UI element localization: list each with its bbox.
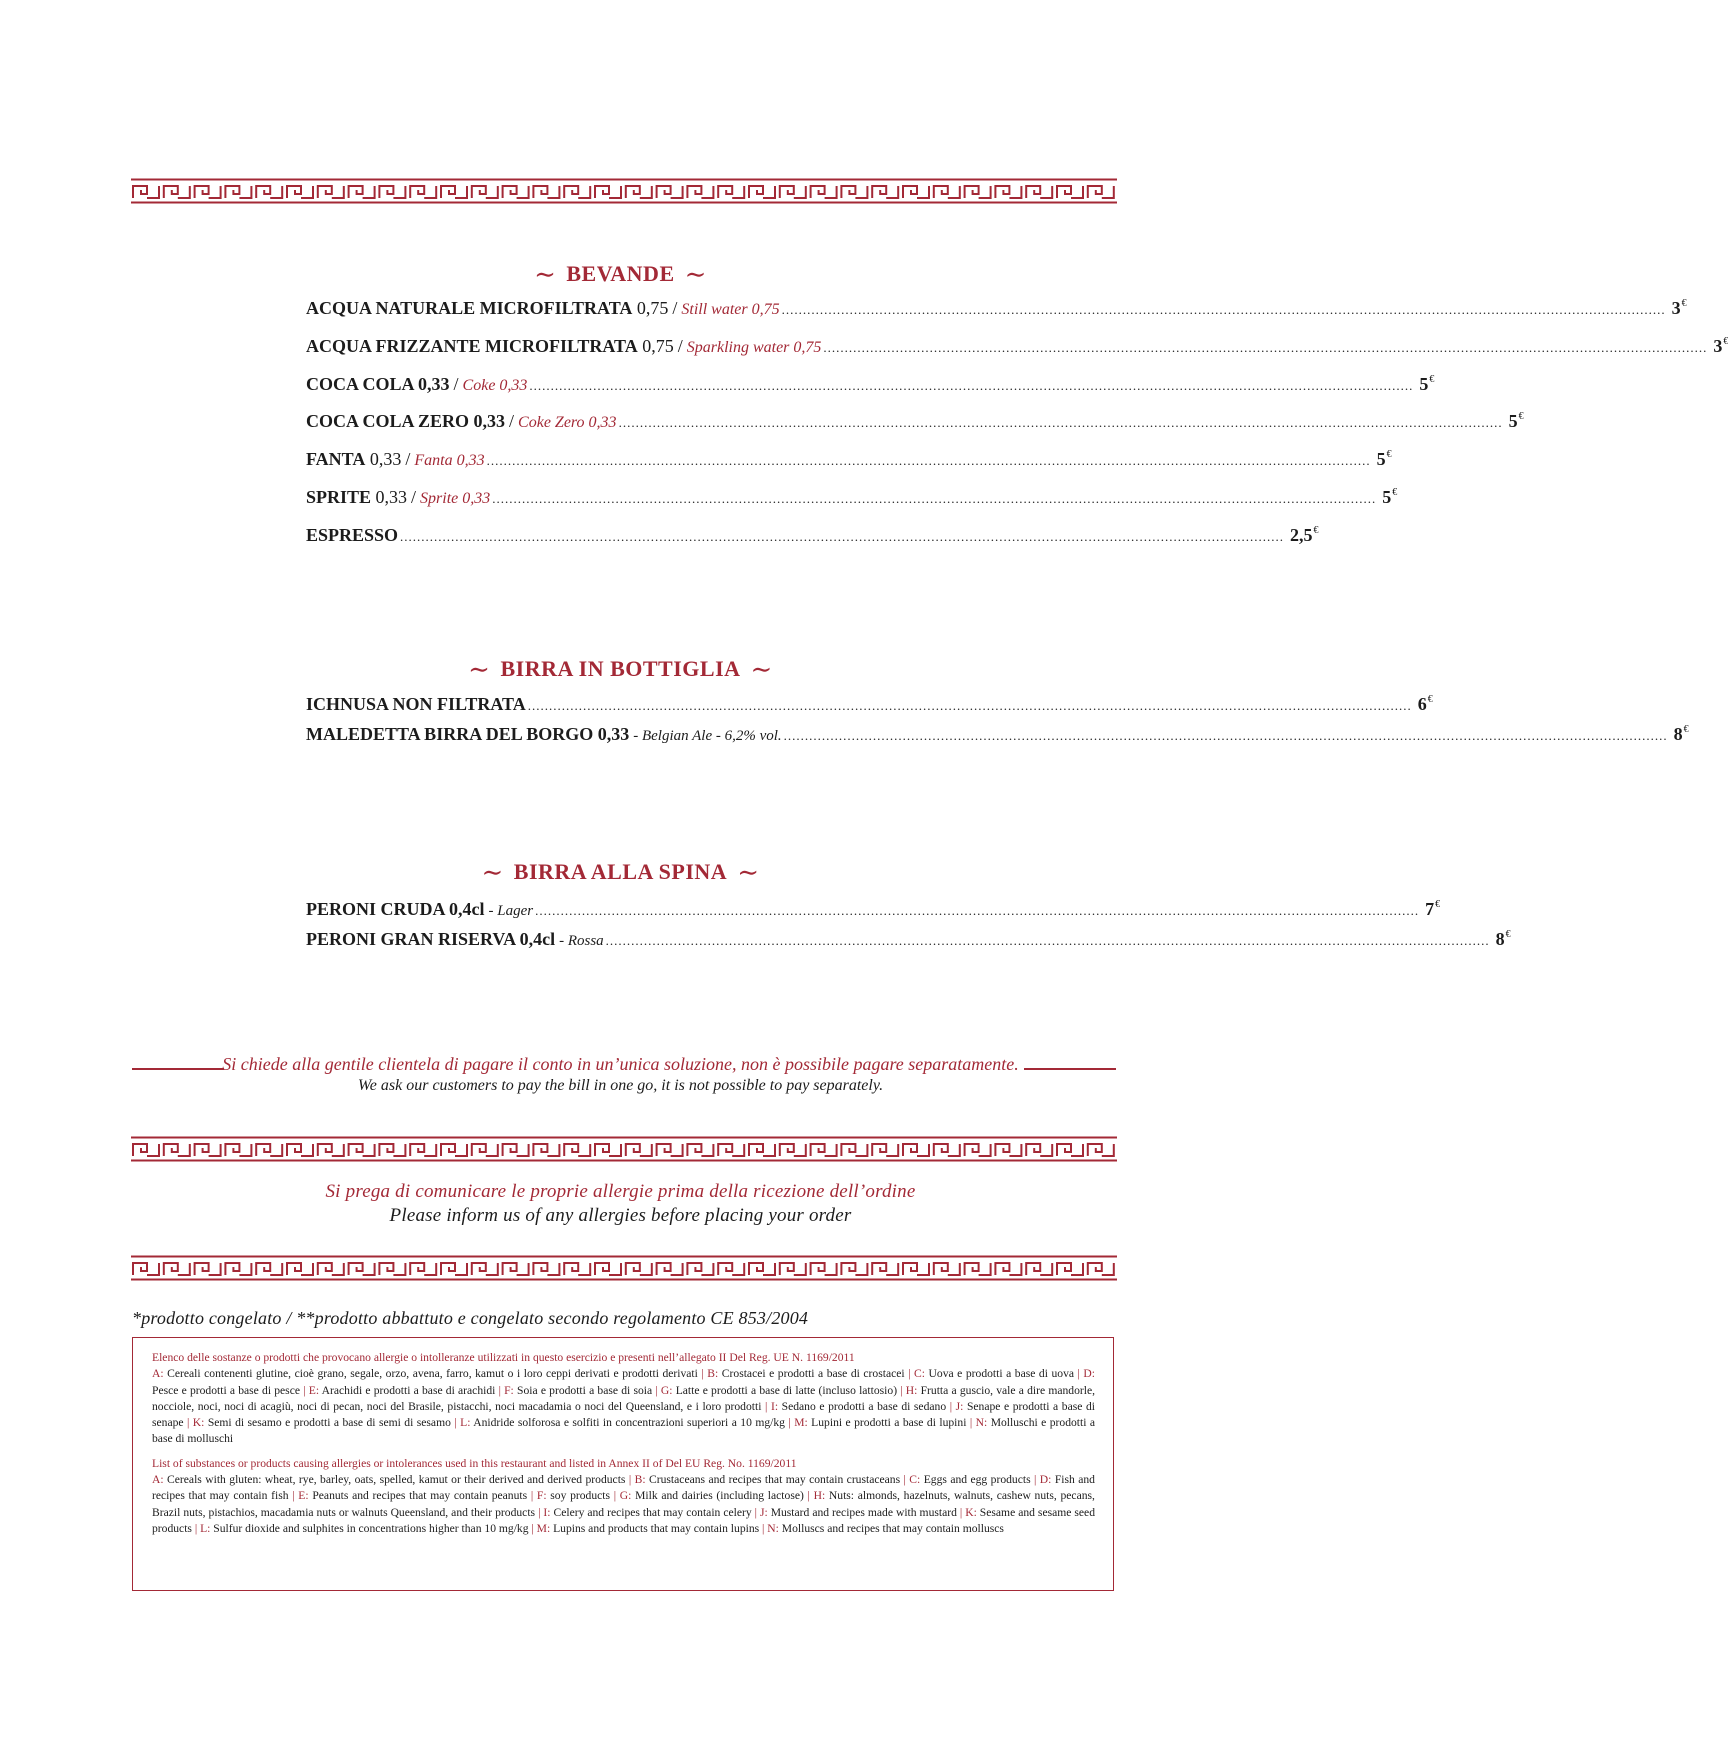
item-name: ACQUA NATURALE MICROFILTRATA 0,75 (306, 298, 669, 318)
allergen-letter: L: (200, 1521, 211, 1535)
allergen-text: Molluscs and recipes that may contain molluscs (781, 1521, 1004, 1535)
allergen-letter: F: (536, 1489, 547, 1503)
allergen-text: Semi di sesamo e prodotti a base di semi di sesamo (207, 1416, 451, 1430)
item-note: - Lager (488, 903, 534, 919)
allergen-text: Uova e prodotti a base di uova (928, 1367, 1075, 1381)
allergen-text: Cereali contenenti glutine, cioè grano, segale, orzo, avena, farro, kamut o i loro ceppi derivati e prodotti derivati (167, 1367, 698, 1381)
item-price: 3€ (1713, 336, 1728, 356)
wave-ornament-icon: ∼ (468, 655, 491, 684)
dot-leader: ................................................................................................................................................................................................................ (486, 453, 1371, 468)
allergen-letter: L: (460, 1416, 471, 1430)
separator-bar: | (535, 1505, 544, 1519)
separator-bar: | (803, 1489, 814, 1503)
allergen-heading-it: Elenco delle sostanze o prodotti che provocano allergie o intolleranze utilizzati in questo esercizio e presenti nell’allegato II Del Reg. UE N. 1169/2011 (152, 1351, 855, 1364)
allergen-text: Soia e prodotti a base di soia (517, 1383, 653, 1397)
separator-bar: | (966, 1416, 976, 1430)
currency-symbol: € (1427, 694, 1433, 705)
allergen-letter: E: (298, 1489, 309, 1503)
allergen-letter: N: (975, 1416, 988, 1430)
item-note: - Rossa (559, 933, 604, 949)
item-price: 3€ (1671, 298, 1687, 318)
allergen-text: Celery and recipes that may contain celery (553, 1505, 752, 1519)
allergen-text: Eggs and egg products (923, 1473, 1031, 1487)
separator-bar: | (495, 1383, 505, 1397)
separator-bar: | (784, 1416, 795, 1430)
allergen-letter: M: (794, 1416, 808, 1430)
allergen-letter: H: (813, 1489, 826, 1503)
item-separator: / (453, 374, 459, 394)
separator-bar: | (300, 1383, 309, 1397)
item-price: 6€ (1417, 694, 1433, 714)
separator-bar: | (1074, 1367, 1084, 1381)
menu-item (306, 724, 1689, 750)
separator-bar: | (956, 1505, 966, 1519)
dot-leader: ................................................................................................................................................................................................................ (781, 302, 1666, 317)
allergen-text: soy products (550, 1489, 611, 1503)
menu-item (306, 694, 1433, 720)
greek-key-border-middle (131, 1136, 1117, 1162)
allergen-letter: A: (152, 1367, 164, 1381)
currency-symbol: € (1386, 449, 1392, 460)
separator-bar: | (625, 1473, 635, 1487)
wave-ornament-icon: ∼ (750, 655, 773, 684)
item-name: MALEDETTA BIRRA DEL BORGO 0,33 (306, 724, 630, 744)
item-name: ACQUA FRIZZANTE MICROFILTRATA 0,75 (306, 336, 674, 356)
allergen-letter: C: (914, 1367, 925, 1381)
allergen-text: Pesce e prodotti a base di pesce (152, 1383, 300, 1397)
frozen-product-note: *prodotto congelato / **prodotto abbattuto e congelato secondo regolamento CE 853/2004 (132, 1308, 809, 1328)
dot-leader: ................................................................................................................................................................................................................ (823, 340, 1708, 355)
item-price: 8€ (1495, 929, 1511, 949)
wave-ornament-icon: ∼ (534, 260, 557, 289)
currency-symbol: € (1429, 374, 1435, 385)
allergen-text: Lupins and products that may contain lupins (553, 1521, 760, 1535)
allergy-notice-en: Please inform us of any allergies before placing your order (389, 1205, 852, 1226)
greek-key-border-top (131, 178, 1117, 204)
allergen-text: Sulfur dioxide and sulphites in concentrations higher than 10 mg/kg (213, 1521, 529, 1535)
item-name: COCA COLA 0,33 (306, 374, 450, 394)
separator-bar: | (528, 1521, 537, 1535)
item-name: PERONI CRUDA 0,4cl (306, 899, 485, 919)
item-name: PERONI GRAN RISERVA 0,4cl (306, 929, 556, 949)
currency-symbol: € (1681, 298, 1687, 309)
allergen-letter: K: (192, 1416, 205, 1430)
allergen-text: Crustaceans and recipes that may contain crustaceans (649, 1473, 901, 1487)
item-separator: / (677, 336, 683, 356)
allergy-notice-it: Si prega di comunicare le proprie allergie prima della ricezione dell’ordine (325, 1181, 916, 1202)
wave-ornament-icon: ∼ (737, 858, 760, 887)
item-price: 5€ (1508, 411, 1524, 431)
allergen-text: Mustard and recipes made with mustard (770, 1505, 957, 1519)
item-english-name: Coke 0,33 (462, 377, 528, 394)
allergen-text: Sedano e prodotti a base di sedano (781, 1399, 947, 1413)
allergen-info-box (132, 1337, 1114, 1591)
allergen-list-it (152, 1350, 1095, 1448)
allergen-text: Anidride solforosa e solfiti in concentrazioni superiori a 10 mg/kg (473, 1416, 785, 1430)
currency-symbol: € (1313, 525, 1319, 536)
allergen-letter: B: (634, 1473, 646, 1487)
allergen-items-it (152, 1366, 1095, 1447)
separator-bar: | (191, 1521, 201, 1535)
allergen-text: Peanuts and recipes that may contain peanuts (312, 1489, 528, 1503)
allergen-letter: F: (504, 1383, 514, 1397)
allergen-text: Fish and recipes that may contain fish (152, 1473, 1095, 1503)
greek-key-border-bottom (131, 1255, 1117, 1281)
item-price: 7€ (1425, 899, 1441, 919)
separator-bar: | (904, 1367, 915, 1381)
item-english-name: Sprite 0,33 (420, 490, 491, 507)
currency-symbol: € (1392, 487, 1398, 498)
item-separator: / (411, 487, 417, 507)
currency-symbol: € (1723, 336, 1728, 347)
item-separator: / (672, 298, 678, 318)
item-separator: / (509, 411, 515, 431)
allergen-heading-en: List of substances or products causing allergies or intolerances used in this restaurant and listed in Annex II of Del EU Reg. No. 1169/2011 (152, 1456, 797, 1470)
allergen-list-en (152, 1456, 1095, 1537)
wave-ornament-icon: ∼ (481, 858, 504, 887)
separator-bar: | (1030, 1473, 1040, 1487)
allergen-letter: C: (909, 1473, 921, 1487)
allergen-letter: I: (543, 1505, 551, 1519)
item-price: 5€ (1382, 487, 1398, 507)
allergen-letter: E: (308, 1383, 320, 1397)
item-price: 5€ (1376, 449, 1392, 469)
item-separator: / (405, 449, 411, 469)
allergen-letter: D: (1083, 1367, 1096, 1381)
dot-leader: ................................................................................................................................................................................................................ (535, 903, 1420, 918)
allergen-text: Senape e prodotti a base di senape (152, 1399, 1095, 1430)
menu-item (306, 899, 1441, 925)
item-price: 5€ (1419, 374, 1435, 394)
item-english-name: Sparkling water 0,75 (686, 339, 822, 356)
item-price: 8€ (1673, 724, 1689, 744)
allergen-letter: G: (619, 1489, 632, 1503)
allergen-text: Arachidi e prodotti a base di arachidi (321, 1383, 496, 1397)
dot-leader: ................................................................................................................................................................................................................ (605, 933, 1490, 948)
allergen-text: Lupini e prodotti a base di lupini (811, 1416, 967, 1430)
currency-symbol: € (1683, 724, 1689, 735)
item-english-name: Fanta 0,33 (414, 452, 485, 469)
allergen-text: Crostacei e prodotti a base di crostacei (721, 1367, 905, 1381)
separator-bar: | (610, 1489, 620, 1503)
separator-bar: | (288, 1489, 299, 1503)
separator-bar: | (697, 1367, 708, 1381)
allergen-letter: H: (905, 1383, 918, 1397)
allergen-items-en (152, 1472, 1095, 1537)
separator-bar: | (183, 1416, 193, 1430)
allergen-text: Milk and dairies (including lactose) (635, 1489, 804, 1503)
item-note: - Belgian Ale - 6,2% vol. (633, 728, 782, 744)
menu-item (306, 525, 1319, 551)
dot-leader: ................................................................................................................................................................................................................ (618, 415, 1503, 430)
separator-bar: | (946, 1399, 956, 1413)
allergen-text: Frutta a guscio, vale a dire mandorle, nocciole, noci, noci di acagiù, noci di pecan, noci del Brasile, pistacchi, noci macadamia o noci del Queensland, e i loro prodotti (152, 1383, 1096, 1413)
separator-bar: | (450, 1416, 461, 1430)
allergen-letter: J: (759, 1505, 768, 1519)
menu-item (306, 487, 1398, 513)
item-name: SPRITE 0,33 (306, 487, 408, 507)
separator-bar: | (759, 1521, 768, 1535)
item-name: ESPRESSO (306, 525, 399, 545)
allergen-letter: K: (965, 1505, 977, 1519)
dot-leader: ................................................................................................................................................................................................................ (492, 491, 1377, 506)
item-name: ICHNUSA NON FILTRATA (306, 694, 526, 714)
allergen-text: Cereals with gluten: wheat, rye, barley, oats, spelled, kamut or their derived and derived products (167, 1473, 626, 1487)
menu-item (306, 298, 1687, 324)
menu-item (306, 411, 1524, 437)
payment-notice-en: We ask our customers to pay the bill in one go, it is not possible to pay separately. (357, 1077, 884, 1094)
allergen-text: Nuts: almonds, hazelnuts, walnuts, cashew nuts, pecans, Brazil nuts, pistachios, macadamia nuts or walnuts Queensland, and their products (152, 1489, 1095, 1519)
section-title-birra-in-bottiglia: ∼ BIRRA IN BOTTIGLIA ∼ (468, 655, 773, 684)
separator-bar: | (652, 1383, 661, 1397)
allergen-letter: J: (955, 1399, 964, 1413)
payment-notice-it: Si chiede alla gentile clientela di pagare il conto in un’unica soluzione, non è possibile pagare separatamente. (222, 1054, 1019, 1074)
dot-leader: ................................................................................................................................................................................................................ (400, 529, 1285, 544)
separator-bar: | (527, 1489, 537, 1503)
dot-leader: ................................................................................................................................................................................................................ (529, 378, 1414, 393)
menu-item (306, 374, 1435, 400)
separator-bar: | (751, 1505, 760, 1519)
allergen-letter: M: (536, 1521, 551, 1535)
separator-bar: | (897, 1383, 906, 1397)
menu-item (306, 336, 1728, 362)
dot-leader: ................................................................................................................................................................................................................ (783, 728, 1668, 743)
allergen-letter: G: (660, 1383, 673, 1397)
allergen-text: Latte e prodotti a base di latte (incluso lattosio) (675, 1383, 898, 1397)
item-price: 2,5€ (1290, 525, 1319, 545)
allergen-letter: B: (707, 1367, 719, 1381)
item-english-name: Coke Zero 0,33 (518, 414, 617, 431)
section-title-birra-alla-spina: ∼ BIRRA ALLA SPINA ∼ (481, 858, 760, 887)
currency-symbol: € (1505, 929, 1511, 940)
menu-item (306, 449, 1392, 475)
section-title-bevande: ∼ BEVANDE ∼ (534, 260, 707, 289)
allergen-letter: A: (152, 1473, 164, 1487)
item-english-name: Still water 0,75 (681, 301, 780, 318)
currency-symbol: € (1518, 411, 1524, 422)
separator-bar: | (761, 1399, 771, 1413)
separator-bar: | (900, 1473, 910, 1487)
menu-item (306, 929, 1511, 955)
allergen-text: Sesame and sesame seed products (152, 1505, 1095, 1535)
allergen-letter: D: (1039, 1473, 1052, 1487)
allergen-text: Molluschi e prodotti a base di molluschi (152, 1416, 1096, 1446)
dot-leader: ................................................................................................................................................................................................................ (527, 698, 1412, 713)
allergen-letter: N: (767, 1521, 779, 1535)
wave-ornament-icon: ∼ (684, 260, 707, 289)
item-name: COCA COLA ZERO 0,33 (306, 411, 506, 431)
item-name: FANTA 0,33 (306, 449, 402, 469)
currency-symbol: € (1435, 899, 1441, 910)
allergen-letter: I: (770, 1399, 779, 1413)
